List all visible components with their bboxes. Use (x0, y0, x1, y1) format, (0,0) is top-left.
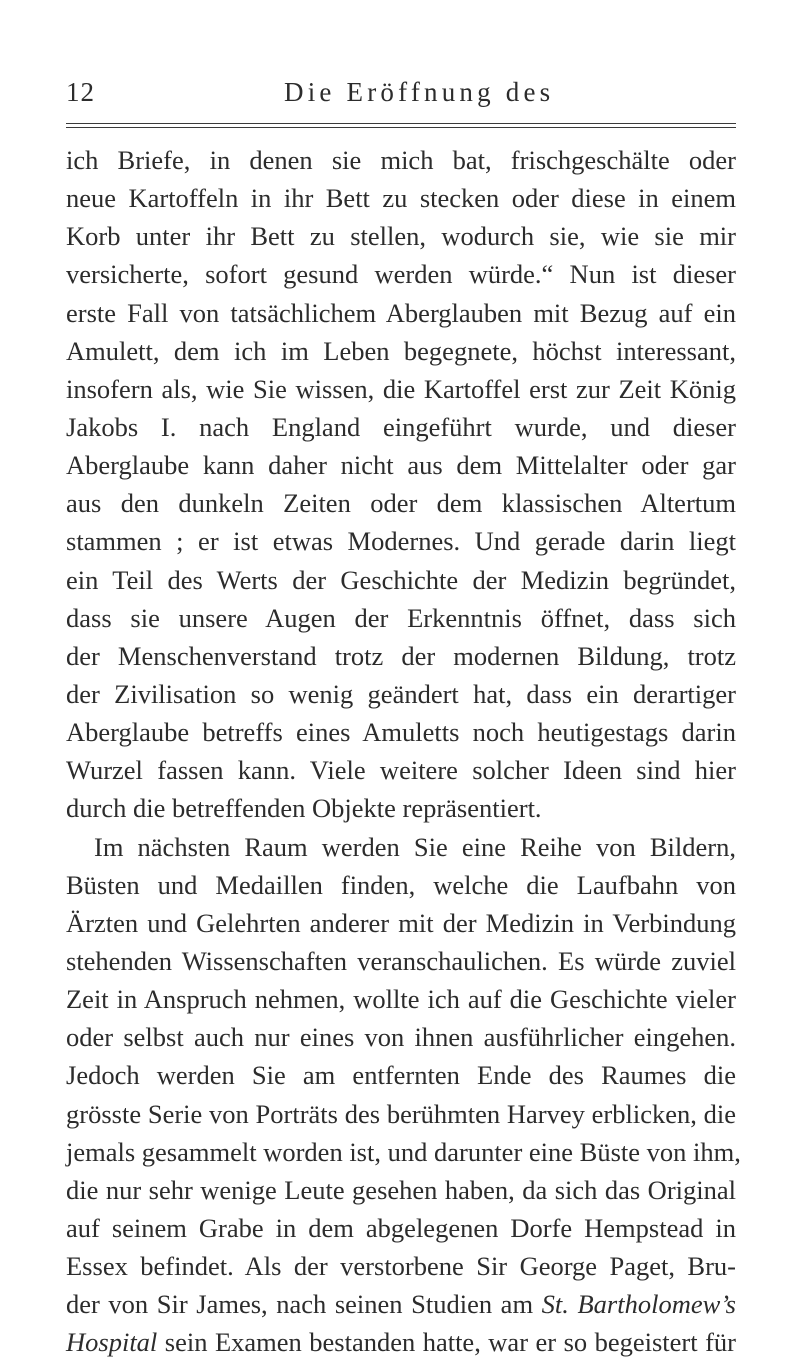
text-line: Büsten und Medaillen finden, welche die Laufbahn von (66, 869, 736, 900)
header-double-rule (66, 123, 736, 128)
text-line-with-italic (66, 1285, 736, 1323)
text-line: versicherte, sofort gesund werden würde.“ Nun ist dieser (66, 259, 736, 290)
body-text (66, 141, 741, 1362)
text-line: dass sie unsere Augen der Erkenntnis öffnet, dass sich (66, 602, 736, 633)
text-line: insofern als, wie Sie wissen, die Kartoffel erst zur Zeit König (66, 373, 736, 404)
text-line: Amulett, dem ich im Leben begegnete, höchst interessant, (66, 335, 736, 366)
running-title: Die Eröffnung des (284, 77, 555, 107)
text-line: jemals gesammelt worden ist, und darunter eine Büste von ihm, (66, 1136, 741, 1167)
text-line: erste Fall von tatsächlichem Aberglauben mit Bezug auf ein (66, 297, 736, 328)
text-line: Wurzel fassen kann. Viele weitere solcher Ideen sind hier (66, 755, 736, 786)
italic-place-name: St. Bartholomew’s (541, 1289, 736, 1320)
text-line: Essex befindet. Als der verstorbene Sir George Paget, Bru- (66, 1251, 736, 1282)
text-line-end: sein Examen bestanden hatte, war er so begeistert für (164, 1327, 736, 1358)
text-line: stehenden Wissenschaften veranschaulichen. Es würde zuviel (66, 945, 736, 976)
text-line: Korb unter ihr Bett zu stellen, wodurch sie, wie sie mir (66, 221, 736, 252)
text-line: Aberglaube kann daher nicht aus dem Mittelalter oder gar (66, 450, 736, 481)
text-line: Ärzten und Gelehrten anderer mit der Medizin in Verbindung (66, 907, 736, 938)
text-line: Jakobs I. nach England eingeführt wurde, und dieser (66, 411, 736, 442)
text-line: oder selbst auch nur eines von ihnen ausführlicher eingehen. (66, 1022, 736, 1053)
running-head (66, 72, 736, 112)
text-line: auf seinem Grabe in dem abgelegenen Dorfe Hempstead in (66, 1212, 736, 1243)
text-line: stammen ; er ist etwas Modernes. Und gerade darin liegt (66, 526, 736, 557)
italic-place-name: Hospital (66, 1327, 158, 1358)
text-line: der Menschenverstand trotz der modernen Bildung, trotz (66, 640, 736, 671)
text-line: neue Kartoffeln in ihr Bett zu stecken oder diese in einem (66, 183, 736, 214)
text-line: Zeit in Anspruch nehmen, wollte ich auf die Geschichte vieler (66, 984, 736, 1015)
text-line: ich Briefe, in denen sie mich bat, frischgeschälte oder (66, 145, 736, 175)
page-number: 12 (66, 77, 95, 107)
text-line: der Zivilisation so wenig geändert hat, dass ein derartiger (66, 678, 736, 709)
text-line: Aberglaube betreffs eines Amuletts noch heutigestags darin (66, 717, 736, 748)
paragraph-start-line: Im nächsten Raum werden Sie eine Reihe von Bildern, (94, 831, 736, 862)
text-line: Jedoch werden Sie am entfernten Ende des Raumes die (66, 1060, 736, 1091)
text-line: ein Teil des Werts der Geschichte der Medizin begründet, (66, 564, 736, 595)
text-line: grösste Serie von Porträts des berühmten Harvey erblicken, die (66, 1098, 736, 1129)
paragraph-end-line: durch die betreffenden Objekte repräsentiert. (66, 793, 542, 824)
text-line: die nur sehr wenige Leute gesehen haben, da sich das Original (66, 1174, 736, 1205)
text-line-with-italic (66, 1323, 736, 1361)
text-line-start: der von Sir James, nach seinen Studien am (66, 1289, 534, 1320)
text-line: aus den dunkeln Zeiten oder dem klassischen Altertum (66, 488, 736, 519)
